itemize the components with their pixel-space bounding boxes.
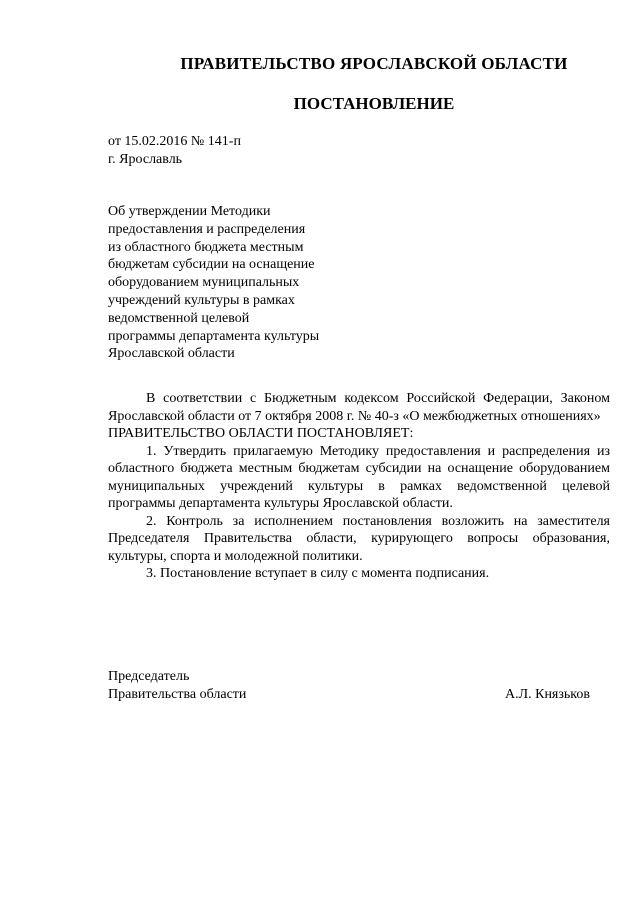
subject-line: программы департамента культуры — [108, 328, 320, 344]
subject-line: бюджетам субсидии на оснащение — [108, 257, 315, 273]
signatory-name: А.Л. Князьков — [505, 687, 590, 702]
subject-line: предоставления и распределения — [108, 221, 306, 237]
date-number: от 15.02.2016 № 141-п — [108, 134, 241, 149]
document-body — [108, 390, 610, 583]
government-title: ПРАВИТЕЛЬСТВО ЯРОСЛАВСКОЙ ОБЛАСТИ — [180, 54, 568, 73]
item-2-paragraph: 2. Контроль за исполнением постановления возложить на заместителя Председателя Правительства области, курирующего вопросы образования, культуры, спорта и молодежной политики. — [108, 513, 610, 564]
document-subject — [108, 203, 368, 363]
subject-line: Об утверждении Методики — [108, 204, 271, 219]
resolves-line: ПРАВИТЕЛЬСТВО ОБЛАСТИ ПОСТАНОВЛЯЕТ: — [108, 426, 414, 441]
subject-line: учреждений культуры в рамках — [108, 292, 295, 308]
subject-line: ведомственной целевой — [108, 310, 250, 326]
signatory-title-line-2: Правительства области — [108, 687, 247, 702]
item-3-paragraph: 3. Постановление вступает в силу с момента подписания. — [146, 566, 490, 581]
city: г. Ярославль — [108, 152, 183, 167]
signature-block — [108, 668, 590, 704]
preamble-paragraph: В соответствии с Бюджетным кодексом Российской Федерации, Законом Ярославской области от 7 октября 2008 г. № 40-з «О межбюджетных отношениях» — [108, 391, 610, 424]
signatory-title-line-1: Председатель — [108, 669, 190, 684]
document-type: ПОСТАНОВЛЕНИЕ — [293, 94, 455, 113]
subject-line: Ярославской области — [108, 346, 235, 362]
subject-line: из областного бюджета местным — [108, 239, 304, 255]
subject-line: оборудованием муниципальных — [108, 275, 300, 291]
item-1-paragraph: 1. Утвердить прилагаемую Методику предоставления и распределения из областного бюджета местным бюджетам субсидии на оснащение оборудованием муниципальных учреждений культуры в рамках ведомственной целевой программы департамента культуры Ярославской области. — [108, 443, 610, 511]
